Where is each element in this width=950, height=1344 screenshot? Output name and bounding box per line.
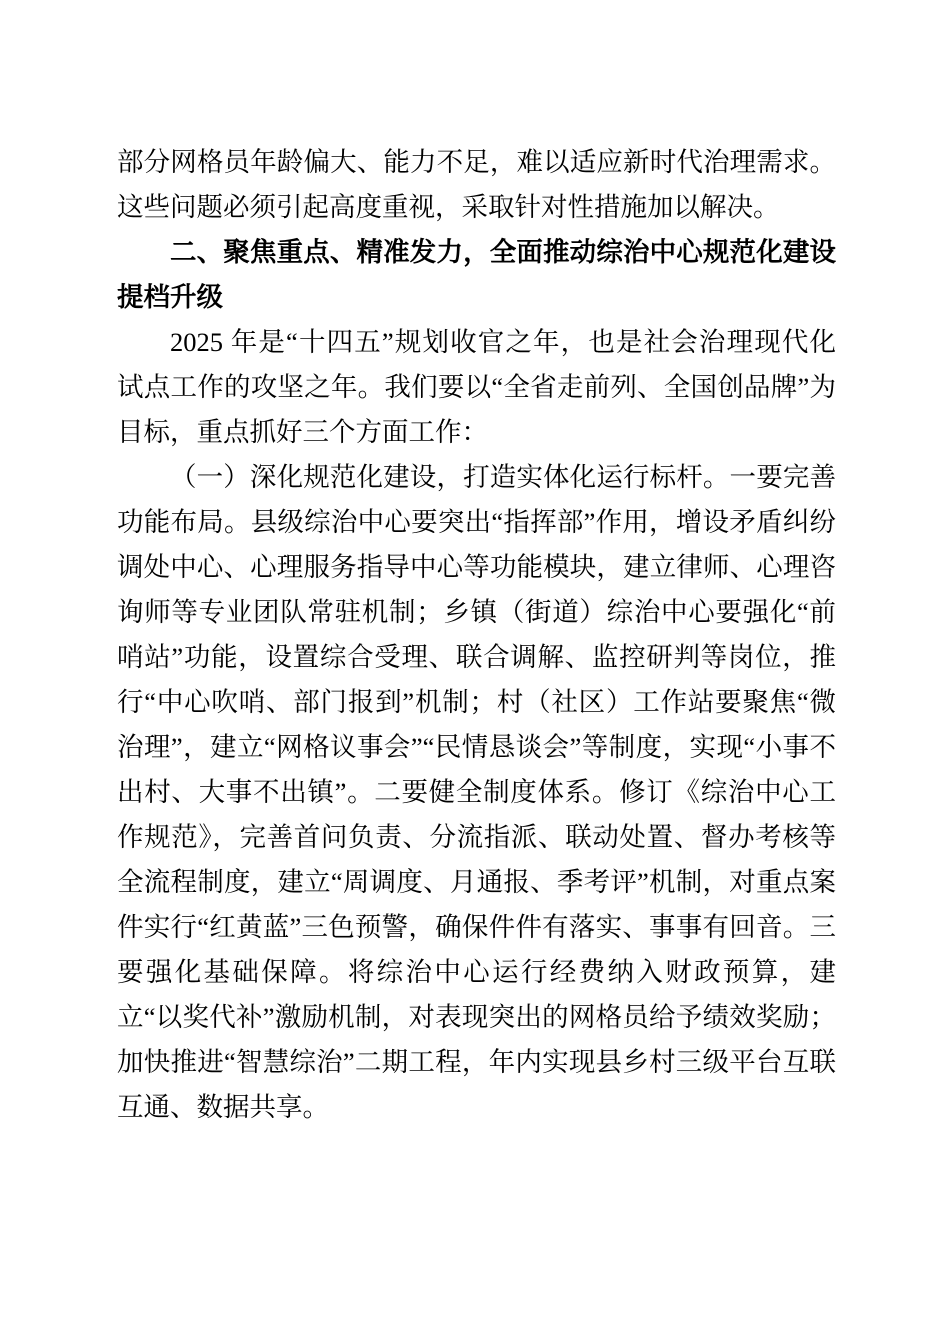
section-heading: 二、聚焦重点、精准发力，全面推动综治中心规范化建设提档升级 <box>117 237 836 312</box>
body-paragraph: （一）深化规范化建设，打造实体化运行标杆。一要完善功能布局。县级综治中心要突出“指挥部”作用，增设矛盾纠纷调处中心、心理服务指导中心等功能模块，建立律师、心理咨询师等专业团队常驻机制；乡镇（街道）综治中心要强化“前哨站”功能，设置综合受理、联合调解、监控研判等岗位，推行“中心吹哨、部门报到”机制；村（社区）工作站要聚焦“微治理”，建立“网格议事会”“民情恳谈会”等制度，实现“小事不出村、大事不出镇”。二要健全制度体系。修订《综治中心工作规范》，完善首问负责、分流指派、联动处置、督办考核等全流程制度，建立“周调度、月通报、季考评”机制，对重点案件实行“红黄蓝”三色预警，确保件件有落实、事事有回音。三要强化基础保障。将综治中心运行经费纳入财政预算，建立“以奖代补”激励机制，对表现突出的网格员给予绩效奖励；加快推进“智慧综治”二期工程，年内实现县乡村三级平台互联互通、数据共享。 <box>117 462 836 1122</box>
body-paragraph: 2025 年是“十四五”规划收官之年，也是社会治理现代化试点工作的攻坚之年。我们要以“全省走前列、全国创品牌”为目标，重点抓好三个方面工作： <box>117 327 836 447</box>
body-paragraph: 部分网格员年龄偏大、能力不足，难以适应新时代治理需求。这些问题必须引起高度重视，采取针对性措施加以解决。 <box>117 147 836 222</box>
